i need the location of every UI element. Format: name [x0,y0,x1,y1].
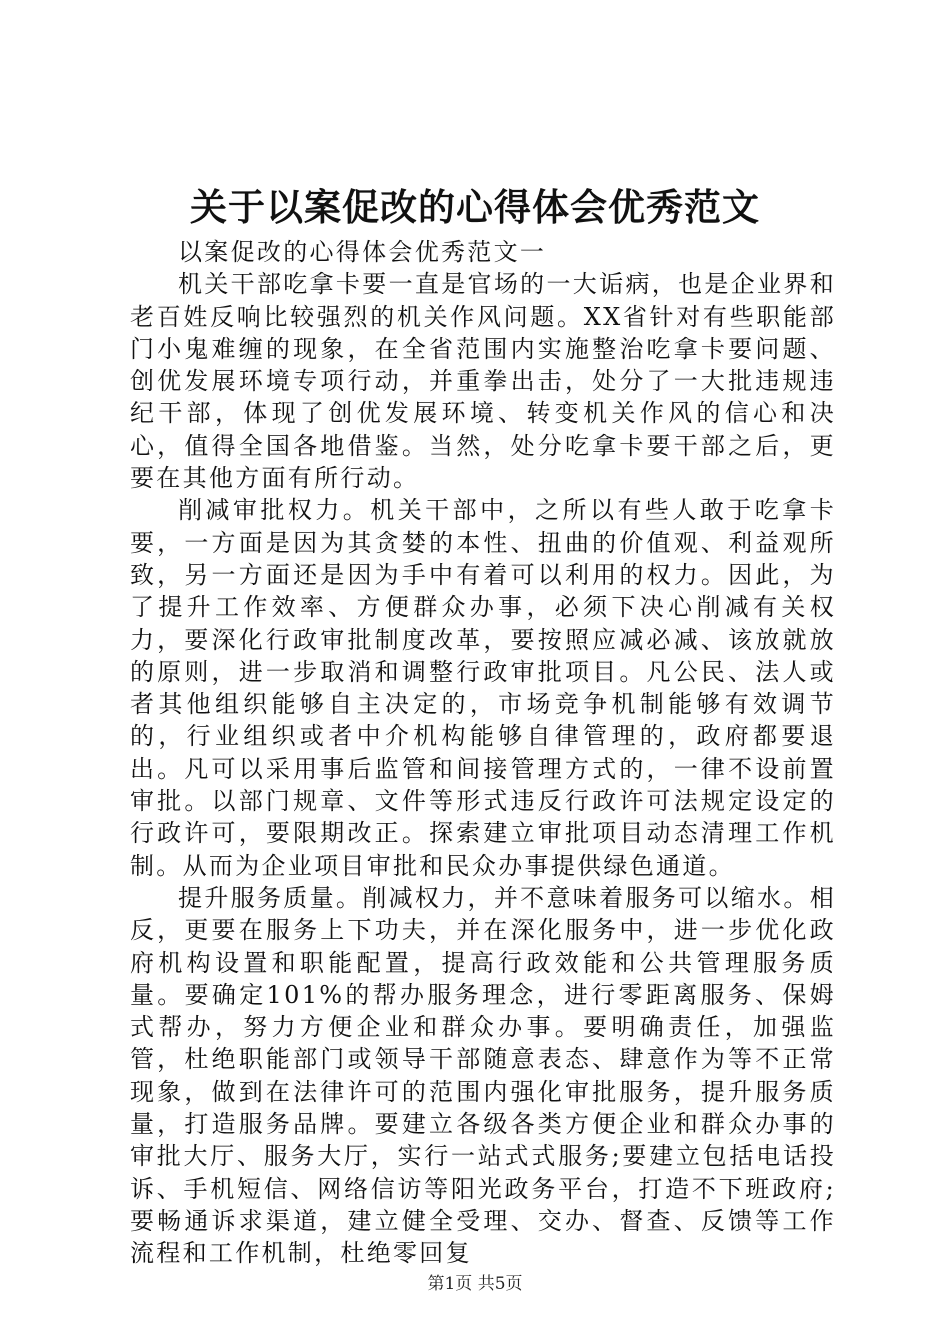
body-paragraph: 削减审批权力。机关干部中，之所以有些人敢于吃拿卡要，一方面是因为其贪婪的本性、扭曲的价值观、利益观所致，另一方面还是因为手中有着可以利用的权力。因此，为了提升工作效率、方便群众办事，必须下决心削减有关权力，要深化行政审批制度改革，要按照应减必减、该放就放的原则，进一步取消和调整行政审批项目。凡公民、法人或者其他组织能够自主决定的，市场竞争机制能够有效调节的，行业组织或者中介机构能够自律管理的，政府都要退出。凡可以采用事后监管和间接管理方式的，一律不设前置审批。以部门规章、文件等形式违反行政许可法规定设定的行政许可，要限期改正。探索建立审批项目动态清理工作机制。从而为企业项目审批和民众办事提供绿色通道。 [130,496,836,880]
body-paragraph: 机关干部吃拿卡要一直是官场的一大诟病，也是企业界和老百姓反响比较强烈的机关作风问题。XX省针对有些职能部门小鬼难缠的现象，在全省范围内实施整治吃拿卡要问题、创优发展环境专项行动，并重拳出击，处分了一大批违规违纪干部，体现了创优发展环境、转变机关作风的信心和决心，值得全国各地借鉴。当然，处分吃拿卡要干部之后，更要在其他方面有所行动。 [130,270,836,493]
document-title: 关于以案促改的心得体会优秀范文 [190,185,760,229]
body-paragraph: 提升服务质量。削减权力，并不意味着服务可以缩水。相反，更要在服务上下功夫，并在深化服务中，进一步优化政府机构设置和职能配置，提高行政效能和公共管理服务质量。要确定101%的帮办服务理念，进行零距离服务、保姆式帮办，努力方便企业和群众办事。要明确责任，加强监管，杜绝职能部门或领导干部随意表态、肆意作为等不正常现象，做到在法律许可的范围内强化审批服务，提升服务质量，打造服务品牌。要建立各级各类方便企业和群众办事的审批大厅、服务大厅，实行一站式式服务;要建立包括电话投诉、手机短信、网络信访等阳光政务平台，打造不下班政府;要畅通诉求渠道，建立健全受理、交办、督查、反馈等工作流程和工作机制，杜绝零回复 [130,883,836,1268]
page-footer: 第1页 共5页 [427,1274,523,1294]
document-body [130,236,836,1270]
subtitle-paragraph: 以案促改的心得体会优秀范文一 [178,238,547,266]
